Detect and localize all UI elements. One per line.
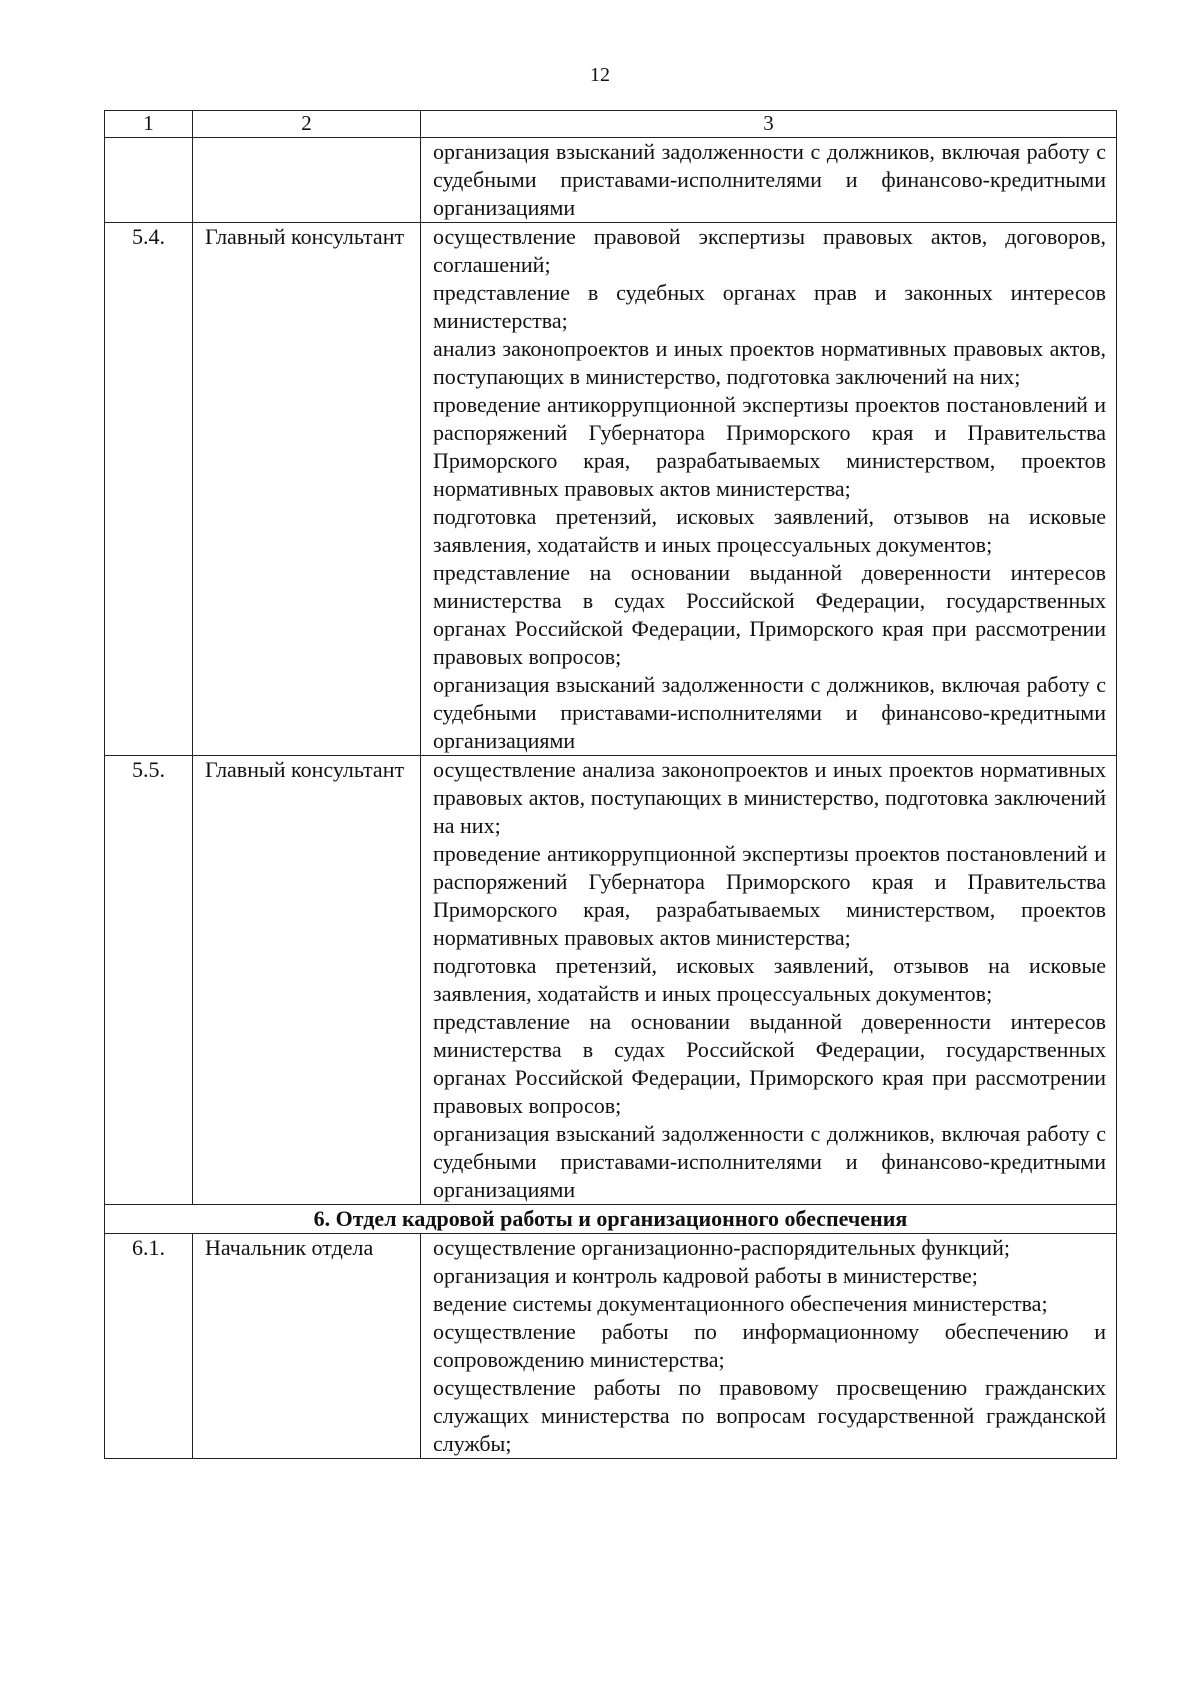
column-header-3: 3 <box>421 111 1117 138</box>
duty-item: проведение антикоррупционной экспертизы проектов постановлений и распоряжений Губернатора Приморского края и Правительства Приморского края, разрабатываемых министерством, проектов нормативных правовых актов министерства; <box>433 392 1106 501</box>
duty-item: осуществление организационно-распорядительных функций; <box>433 1235 1010 1260</box>
duties-table <box>104 110 1117 1459</box>
duty-item: представление в судебных органах прав и законных интересов министерства; <box>433 280 1106 333</box>
table-row <box>105 1234 1117 1459</box>
duty-item: представление на основании выданной доверенности интересов министерства в судах Российской Федерации, государственных органах Российской Федерации, Приморского края при рассмотрении правовых вопросов; <box>433 560 1106 669</box>
duties-cell <box>421 223 1117 756</box>
duty-item: ведение системы документационного обеспечения министерства; <box>433 1291 1048 1316</box>
duty-item: анализ законопроектов и иных проектов нормативных правовых актов, поступающих в министерство, подготовка заключений на них; <box>433 336 1106 389</box>
duty-item: осуществление правовой экспертизы правовых актов, договоров, соглашений; <box>433 224 1106 277</box>
position-title <box>193 138 421 223</box>
duties-cell <box>421 756 1117 1205</box>
duties-cell <box>421 138 1117 223</box>
duty-item: организация взысканий задолженности с должников, включая работу с судебными приставами-исполнителями и финансово-кредитными организациями <box>433 1121 1106 1202</box>
duty-item: организация взысканий задолженности с должников, включая работу с судебными приставами-исполнителями и финансово-кредитными организациями <box>433 139 1106 220</box>
duty-item: представление на основании выданной доверенности интересов министерства в судах Российской Федерации, государственных органах Российской Федерации, Приморского края при рассмотрении правовых вопросов; <box>433 1009 1106 1118</box>
duty-item: организация и контроль кадровой работы в министерстве; <box>433 1263 978 1288</box>
table-row <box>105 138 1117 223</box>
duty-item: осуществление работы по правовому просвещению гражданских служащих министерства по вопросам государственной гражданской службы; <box>433 1375 1106 1456</box>
duties-cell <box>421 1234 1117 1459</box>
section-header-row <box>105 1205 1117 1234</box>
column-header-2: 2 <box>193 111 421 138</box>
item-number: 6.1. <box>105 1234 193 1459</box>
column-header-1: 1 <box>105 111 193 138</box>
duty-item: подготовка претензий, исковых заявлений, отзывов на исковые заявления, ходатайств и иных процессуальных документов; <box>433 504 1106 557</box>
item-number <box>105 138 193 223</box>
table-row <box>105 756 1117 1205</box>
table-header-row <box>105 111 1117 138</box>
section-title: 6. Отдел кадровой работы и организационного обеспечения <box>105 1205 1117 1234</box>
duty-item: осуществление анализа законопроектов и иных проектов нормативных правовых актов, поступающих в министерство, подготовка заключений на них; <box>433 757 1106 838</box>
position-title: Главный консультант <box>193 756 421 1205</box>
page-number: 12 <box>590 64 610 86</box>
duty-item: проведение антикоррупционной экспертизы проектов постановлений и распоряжений Губернатора Приморского края и Правительства Приморского края, разрабатываемых министерством, проектов нормативных правовых актов министерства; <box>433 841 1106 950</box>
table-row <box>105 223 1117 756</box>
item-number: 5.4. <box>105 223 193 756</box>
position-title: Начальник отдела <box>193 1234 421 1459</box>
position-title: Главный консультант <box>193 223 421 756</box>
item-number: 5.5. <box>105 756 193 1205</box>
duty-item: осуществление работы по информационному обеспечению и сопровождению министерства; <box>433 1319 1106 1372</box>
duty-item: подготовка претензий, исковых заявлений, отзывов на исковые заявления, ходатайств и иных процессуальных документов; <box>433 953 1106 1006</box>
duty-item: организация взысканий задолженности с должников, включая работу с судебными приставами-исполнителями и финансово-кредитными организациями <box>433 672 1106 753</box>
